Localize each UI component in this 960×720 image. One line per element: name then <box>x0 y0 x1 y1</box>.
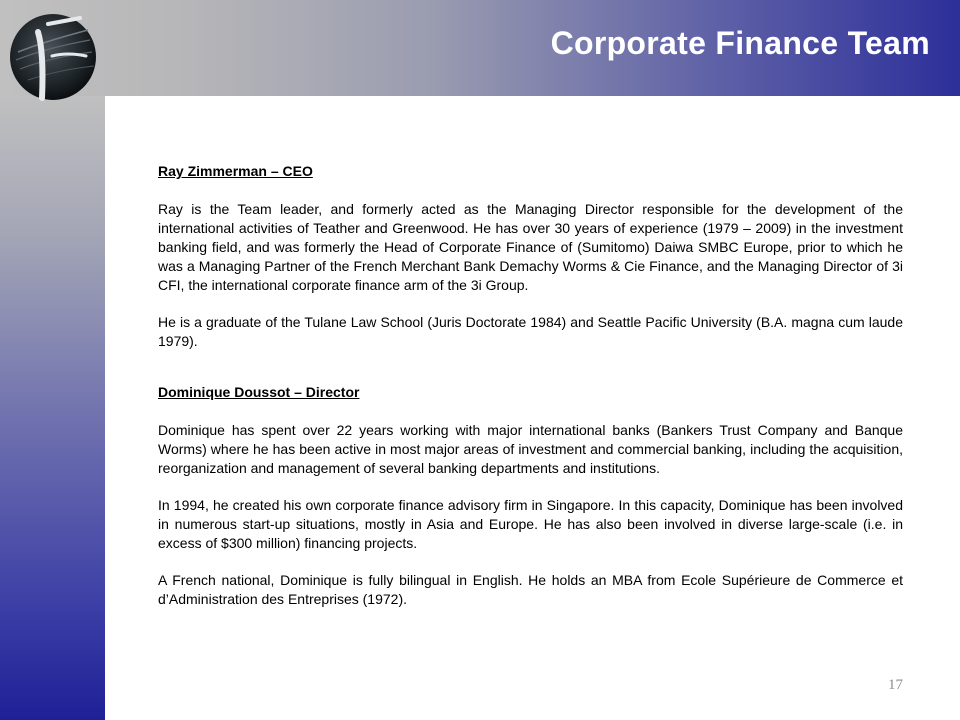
person-bio-paragraph: He is a graduate of the Tulane Law School (Juris Doctorate 1984) and Seattle Pacific University (B.A. magna cum laude 1979). <box>158 314 903 349</box>
person-heading: Ray Zimmerman – CEO <box>158 163 313 179</box>
person-bio-paragraph: Ray is the Team leader, and formerly acted as the Managing Director responsible for the development of the international activities of Teather and Greenwood. He has over 30 years of experience (1979 – 2009) in the investment banking field, and was formerly the Head of Corporate Finance of (Sumitomo) Daiwa SMBC Europe, prior to which he was a Managing Partner of the French Merchant Bank Demachy Worms & Cie Finance, and the Managing Director of 3i CFI, the international corporate finance arm of the 3i Group. <box>158 201 903 293</box>
company-logo-icon <box>8 12 98 102</box>
page-number: 17 <box>888 677 903 693</box>
person-bio-paragraph: In 1994, he created his own corporate finance advisory firm in Singapore. In this capacity, Dominique has been involved in numerous start-up situations, mostly in Asia and Europe. He has also been involved in diverse large-scale (i.e. in excess of $300 million) financing projects. <box>158 497 903 551</box>
person-bio-paragraph: Dominique has spent over 22 years working with major international banks (Bankers Trust Company and Banque Worms) where he has been active in most major areas of investment and commercial banking, including the acquisition, reorganization and management of several banking departments and institutions. <box>158 422 903 476</box>
slide-title: Corporate Finance Team <box>550 25 930 61</box>
sidebar-band <box>0 96 105 720</box>
person-bio-paragraph: A French national, Dominique is fully bilingual in English. He holds an MBA from Ecole Supérieure de Commerce et d’Administration des Entreprises (1972). <box>158 572 903 607</box>
section-gap <box>158 369 903 383</box>
person-heading: Dominique Doussot – Director <box>158 384 360 400</box>
content-area <box>158 162 903 627</box>
